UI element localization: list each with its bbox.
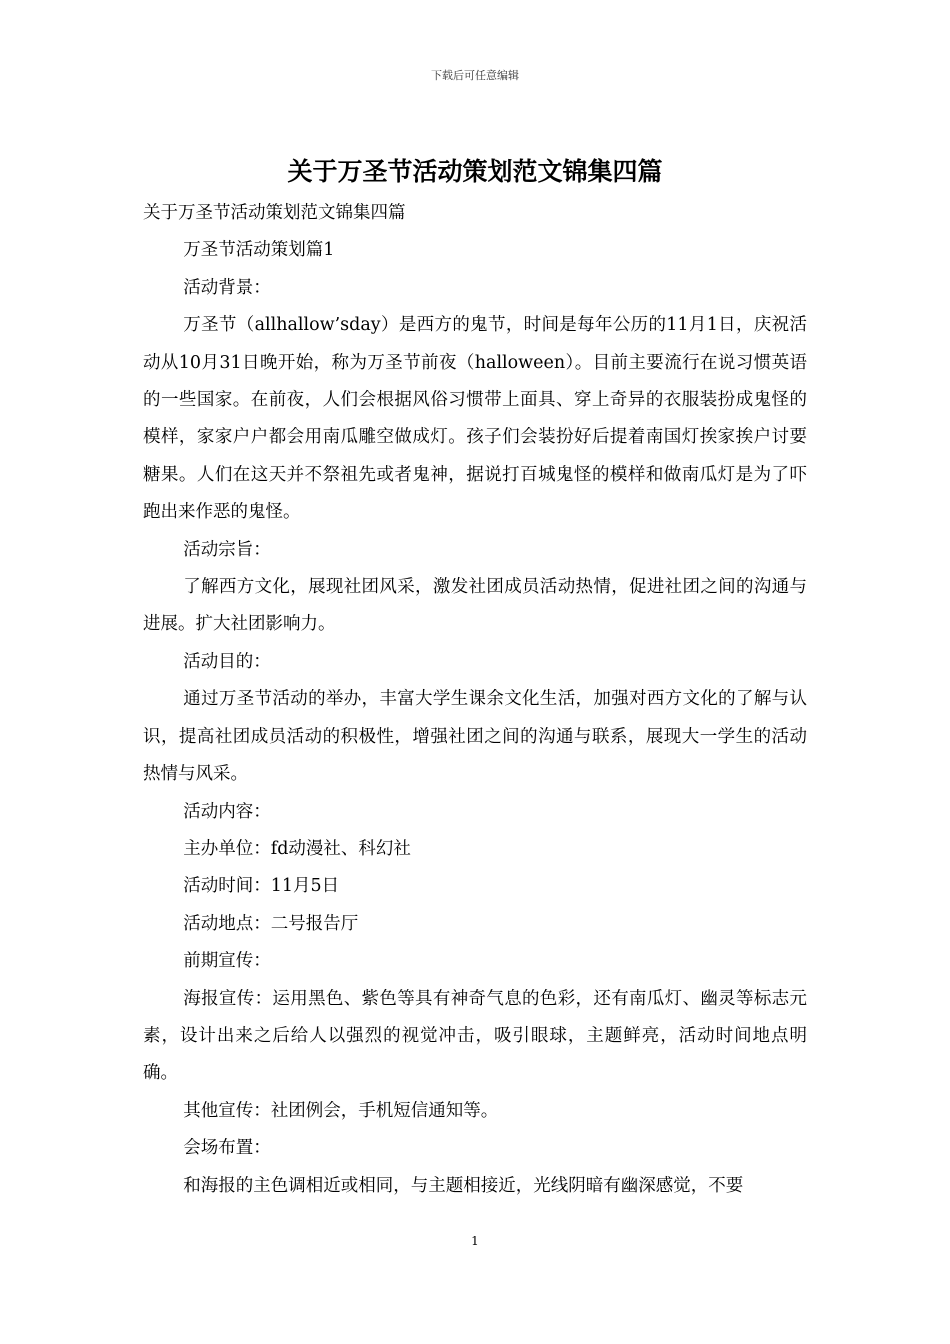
paragraph: 万圣节活动策划篇1: [183, 240, 335, 261]
paragraph: 活动内容：: [183, 801, 271, 822]
paragraph: 通过万圣节活动的举办，丰富大学生课余文化生活，加强对西方文化的了解与认识，提高社团成员活动的积极性，增强社团之间的沟通与联系，展现大一学生的活动热情与风采。: [143, 689, 807, 785]
paragraph: 活动地点：二号报告厅: [183, 913, 359, 934]
paragraph: 其他宣传：社团例会，手机短信通知等。: [183, 1100, 499, 1121]
paragraph: 主办单位：fd动漫社、科幻社: [183, 838, 411, 859]
paragraph: 前期宣传：: [183, 951, 271, 972]
paragraph: 海报宣传：运用黑色、紫色等具有神奇气息的色彩，还有南瓜灯、幽灵等标志元素，设计出来之后给人以强烈的视觉冲击，吸引眼球，主题鲜亮，活动时间地点明确。: [143, 988, 807, 1084]
document-title: 关于万圣节活动策划范文锦集四篇: [287, 157, 663, 186]
page-number: 1: [471, 1234, 479, 1248]
paragraph: 活动背景：: [183, 277, 271, 298]
paragraph: 关于万圣节活动策划范文锦集四篇: [143, 203, 406, 223]
document-body: [143, 195, 807, 1205]
paragraph: 会场布置：: [183, 1138, 271, 1159]
paragraph: 和海报的主色调相近或相同，与主题相接近，光线阴暗有幽深感觉，不要: [183, 1175, 744, 1196]
header-note: 下载后可任意编辑: [431, 69, 519, 82]
paragraph: 活动目的：: [183, 651, 271, 672]
paragraph: 万圣节（allhallow’sday）是西方的鬼节，时间是每年公历的11月1日，庆祝活动从10月31日晚开始，称为万圣节前夜（halloween）。目前主要流行在说习惯英语的一些国家。在前夜，人们会根据风俗习惯带上面具、穿上奇异的衣服装扮成鬼怪的模样，家家户户都会用南瓜雕空做成灯。孩子们会装扮好后提着南国灯挨家挨户讨要糖果。人们在这天并不祭祖先或者鬼神，据说打百城鬼怪的模样和做南瓜灯是为了吓跑出来作恶的鬼怪。: [143, 315, 807, 523]
paragraph: 活动宗旨：: [183, 539, 271, 560]
paragraph: 活动时间：11月5日: [183, 876, 340, 897]
paragraph: 了解西方文化，展现社团风采，激发社团成员活动热情，促进社团之间的沟通与进展。扩大社团影响力。: [143, 577, 807, 635]
